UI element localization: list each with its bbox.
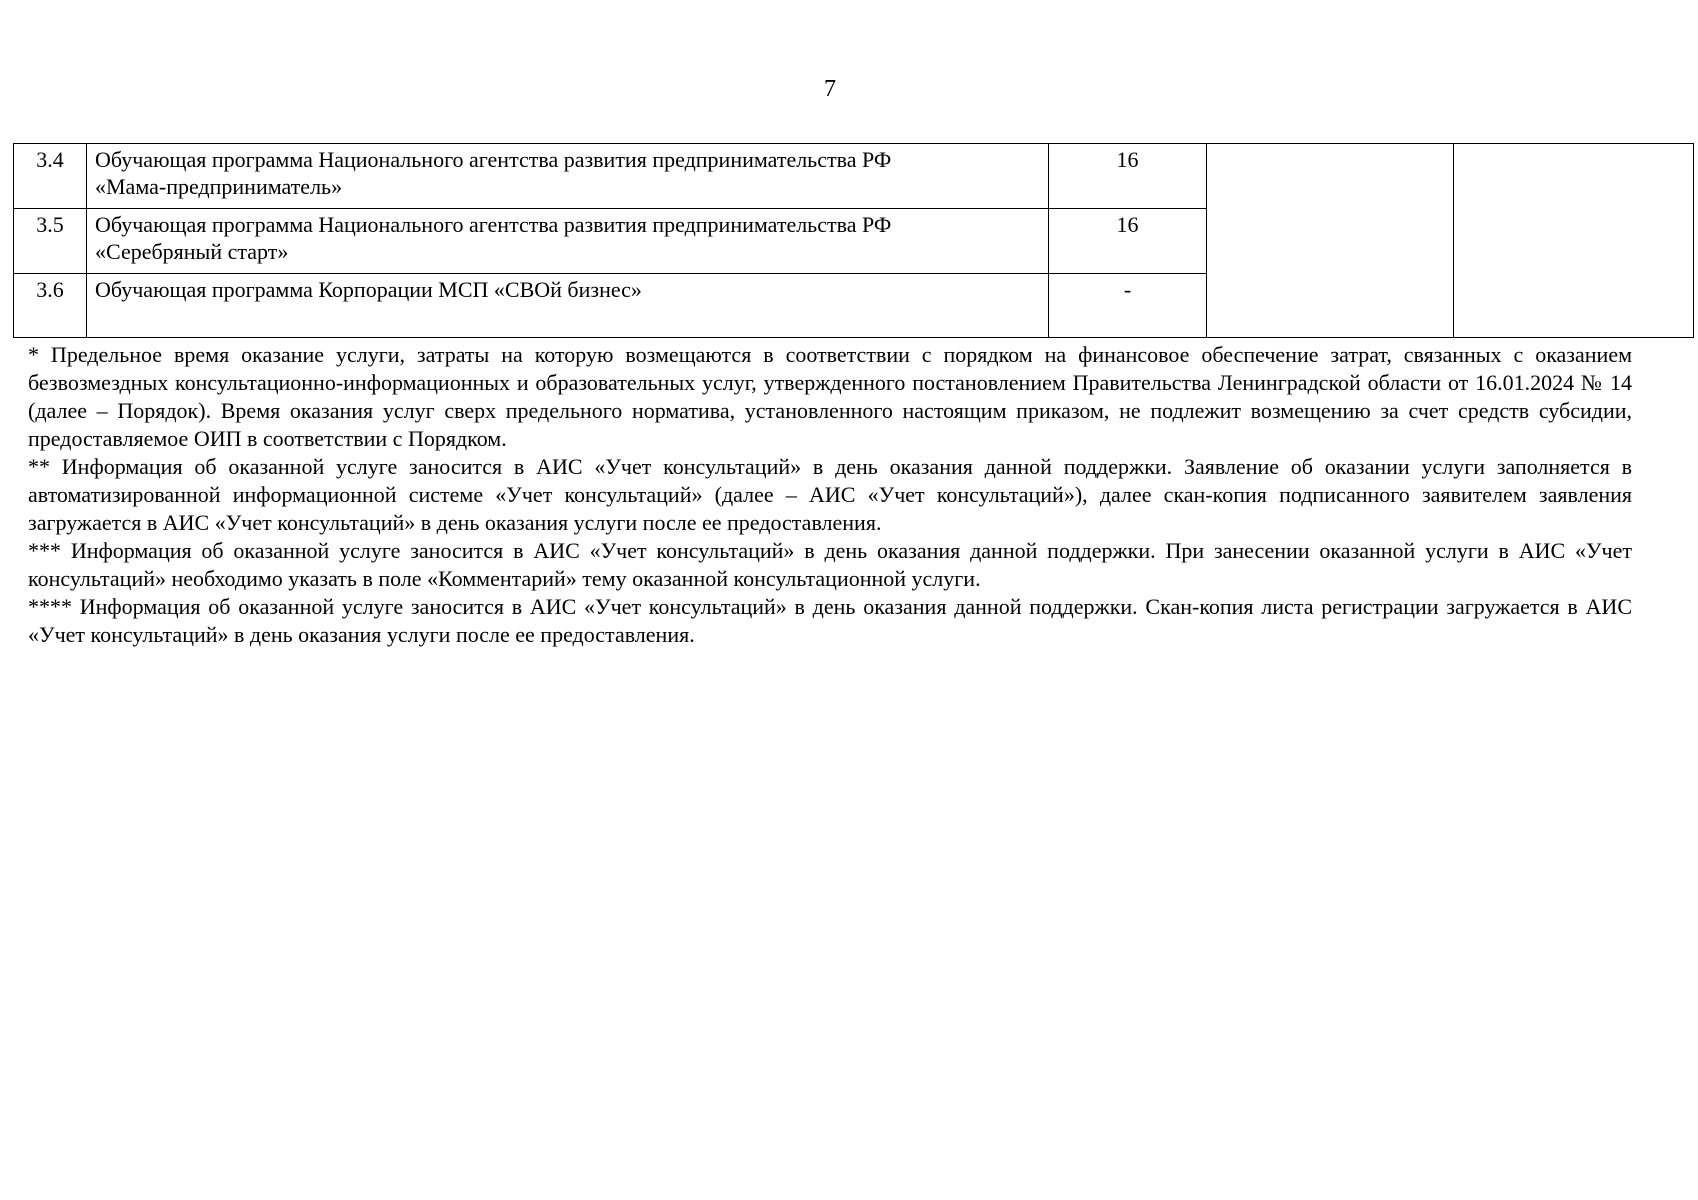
table-row <box>14 144 1694 209</box>
services-table <box>13 143 1694 338</box>
program-name-line: Обучающая программа Корпорации МСП «СВОй бизнес» <box>95 277 642 302</box>
program-name-cell <box>87 209 1049 274</box>
merged-empty-cell <box>1207 144 1454 338</box>
footnote: * Предельное время оказание услуги, затраты на которую возмещаются в соответствии с порядком на финансовое обеспечение затрат, связанных с оказанием безвозмездных консультационно-информационных и образовательных услуг, утвержденного постановлением Правительства Ленинградской области от 16.01.2024 № 14 (далее – Порядок). Время оказания услуг сверх предельного норматива, установленного настоящим приказом, не подлежит возмещению за счет средств субсидии, предоставляемое ОИП в соответствии с Порядком. <box>28 342 1632 451</box>
hours-cell: - <box>1049 274 1207 338</box>
program-name-line: Обучающая программа Национального агентства развития предпринимательства РФ <box>95 147 892 172</box>
footnote: **** Информация об оказанной услуге заносится в АИС «Учет консультаций» в день оказания данной поддержки. Скан-копия листа регистрации загружается в АИС «Учет консультаций» в день оказания услуги после ее предоставления. <box>28 594 1632 647</box>
program-name-cell <box>87 274 1049 338</box>
page-number: 7 <box>824 76 836 102</box>
footnote: *** Информация об оказанной услуге заносится в АИС «Учет консультаций» в день оказания данной поддержки. При занесении оказанной услуги в АИС «Учет консультаций» необходимо указать в поле «Комментарий» тему оказанной консультационной услуги. <box>28 538 1632 591</box>
row-number-cell: 3.6 <box>14 274 87 338</box>
merged-empty-cell <box>1454 144 1694 338</box>
hours-cell: 16 <box>1049 144 1207 209</box>
row-number-cell: 3.4 <box>14 144 87 209</box>
row-number-cell: 3.5 <box>14 209 87 274</box>
hours-cell: 16 <box>1049 209 1207 274</box>
program-name-line: «Серебряный старт» <box>95 239 289 264</box>
program-name-line: Обучающая программа Национального агентства развития предпринимательства РФ <box>95 212 892 237</box>
program-name-cell <box>87 144 1049 209</box>
footnote: ** Информация об оказанной услуге заносится в АИС «Учет консультаций» в день оказания данной поддержки. Заявление об оказании услуги заполняется в автоматизированной информационной системе «Учет консультаций» (далее – АИС «Учет консультаций»), далее скан-копия подписанного заявителем заявления загружается в АИС «Учет консультаций» в день оказания услуги после ее предоставления. <box>28 454 1632 535</box>
program-name-line: «Мама-предприниматель» <box>95 174 343 199</box>
footnotes <box>28 341 1632 649</box>
